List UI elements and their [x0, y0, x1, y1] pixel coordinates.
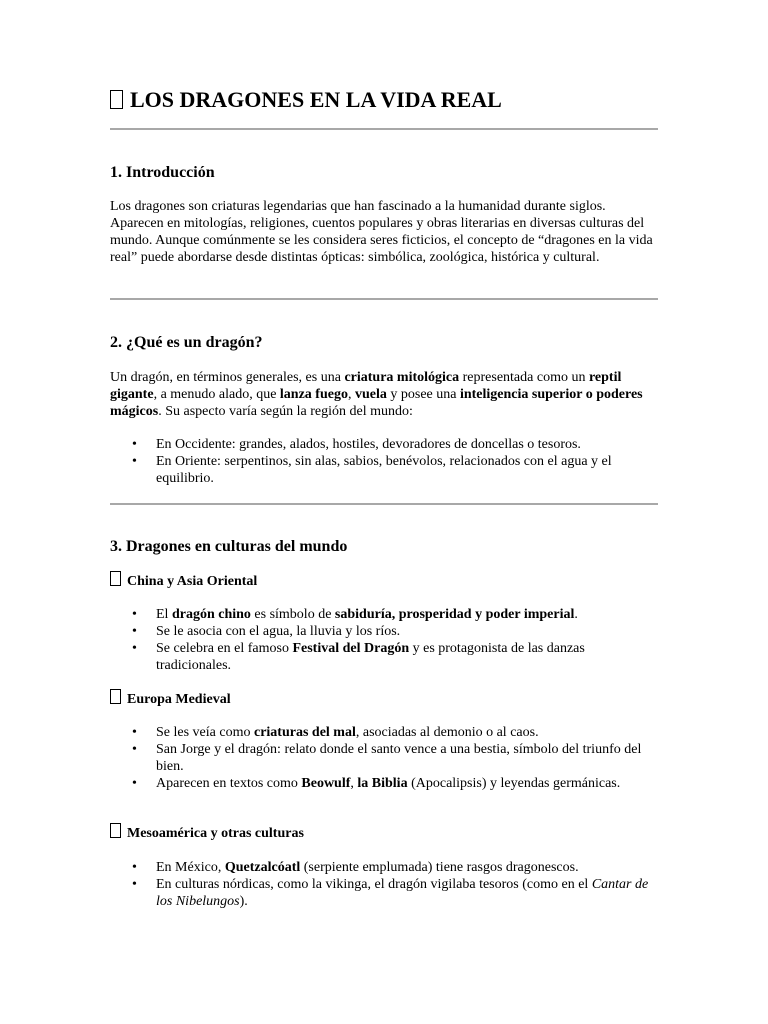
document-title-text: LOS DRAGONES EN LA VIDA REAL: [130, 87, 502, 112]
list-item: • En Oriente: serpentinos, sin alas, sabios, benévolos, relacionados con el agua y el equilibrio.: [110, 453, 650, 487]
list-item: • San Jorge y el dragón: relato donde el santo vence a una bestia, símbolo del triunfo del bien.: [110, 741, 650, 775]
list-item: • Aparecen en textos como Beowulf, la Biblia (Apocalipsis) y leyendas germánicas.: [110, 775, 650, 792]
list-item: • En México, Quetzalcóatl (serpiente emplumada) tiene rasgos dragonescos.: [110, 859, 650, 876]
china-list: [110, 606, 658, 674]
subheading-mesoamerica: Mesoamérica y otras culturas: [110, 823, 304, 844]
definition-paragraph: Un dragón, en términos generales, es una criatura mitológica representada como un reptil gigante, a menudo alado, que lanza fuego, vuela y posee una inteligencia superior o poderes mágicos. Su aspecto varía según la región del mundo:: [110, 370, 643, 419]
divider: [110, 128, 658, 130]
list-item: • Se le asocia con el agua, la lluvia y los ríos.: [110, 623, 650, 640]
section-heading-introduccion: 1. Introducción: [110, 164, 215, 181]
list-item: • Se les veía como criaturas del mal, asociadas al demonio o al caos.: [110, 724, 650, 741]
mesoamerica-list: [110, 859, 658, 910]
missing-glyph-icon: [110, 90, 123, 109]
subheading-europa: Europa Medieval: [110, 689, 231, 710]
section-heading-que-es: 2. ¿Qué es un dragón?: [110, 334, 263, 351]
section-heading-culturas: 3. Dragones en culturas del mundo: [110, 538, 348, 555]
missing-glyph-icon: [110, 823, 121, 838]
subheading-china: China y Asia Oriental: [110, 571, 257, 592]
intro-paragraph: Los dragones son criaturas legendarias que han fascinado a la humanidad durante siglos. Aparecen en mitologías, religiones, cuentos populares y obras literarias en diversas culturas del mundo. Aunque comúnmente se les considera seres ficticios, el concepto de “dragones en la vida real” puede abordarse desde distintas ópticas: simbólica, zoológica, histórica y cultural.: [110, 199, 653, 265]
divider: [110, 503, 658, 505]
missing-glyph-icon: [110, 571, 121, 586]
list-item: • En Occidente: grandes, alados, hostiles, devoradores de doncellas o tesoros.: [110, 436, 650, 453]
regions-list: [110, 436, 658, 487]
missing-glyph-icon: [110, 689, 121, 704]
document-title: [110, 86, 502, 114]
list-item: • En culturas nórdicas, como la vikinga, el dragón vigilaba tesoros (como en el Cantar de los Nibelungos).: [110, 876, 650, 910]
divider: [110, 298, 658, 300]
list-item: • El dragón chino es símbolo de sabiduría, prosperidad y poder imperial.: [110, 606, 650, 623]
list-item: • Se celebra en el famoso Festival del Dragón y es protagonista de las danzas tradicionales.: [110, 640, 650, 674]
europe-list: [110, 724, 658, 792]
